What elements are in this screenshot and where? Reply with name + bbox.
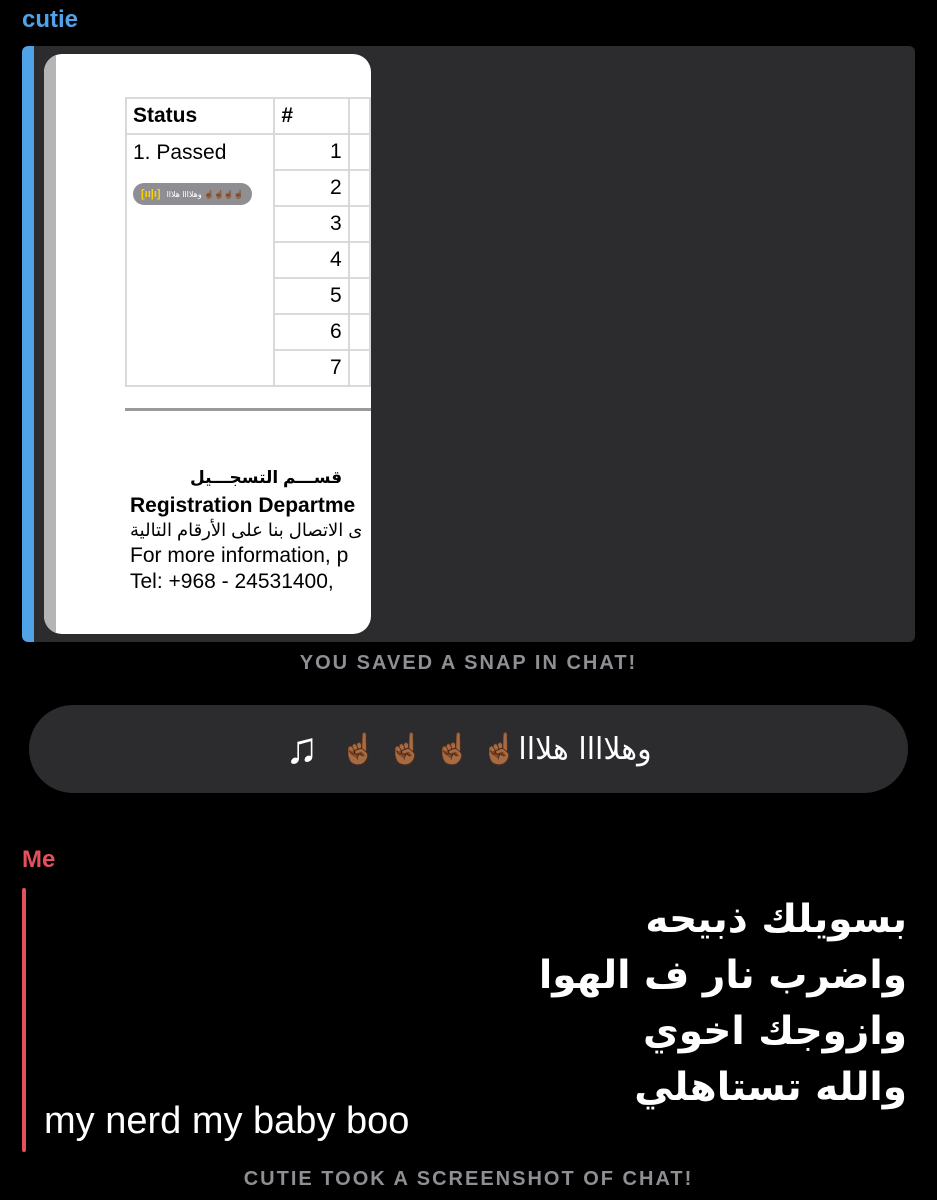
partner-accent-bar xyxy=(22,46,34,642)
status-cell xyxy=(126,134,274,386)
snap-thumbnail[interactable] xyxy=(44,54,371,634)
table-row: 4 xyxy=(274,242,348,278)
document-table xyxy=(125,97,371,387)
screenshot-notice: CUTIE TOOK A SCREENSHOT OF CHAT! xyxy=(243,1168,694,1190)
footer-arabic-line: ى الاتصال بنا على الأرقام التالية xyxy=(130,520,363,540)
sender-name-partner: cutie xyxy=(22,6,79,33)
voice-chip xyxy=(133,183,252,205)
self-accent-bar xyxy=(22,888,26,1152)
status-value: 1. Passed xyxy=(133,141,227,164)
table-row: 6 xyxy=(274,314,348,350)
saved-snap-message[interactable] xyxy=(22,46,915,642)
footer-arabic-title: قســـم التسجـــيل xyxy=(190,468,343,487)
footer-english-title: Registration Departme xyxy=(130,494,356,517)
table-row: 1 xyxy=(274,134,348,170)
table-header-number: # xyxy=(274,98,348,134)
table-row: 3 xyxy=(274,206,348,242)
message-line: واضرب نار ف الهوا xyxy=(538,953,907,998)
footer-english-line: For more information, p xyxy=(130,544,349,567)
message-arabic[interactable] xyxy=(107,892,907,1116)
audio-track-title: وهلاااا هلااا☝🏾 ☝🏾 ☝🏾 ☝🏾 xyxy=(340,731,652,767)
document-footer xyxy=(130,468,371,596)
snap-card-edge xyxy=(44,54,56,634)
audio-message-pill[interactable] xyxy=(29,705,908,793)
table-row: 5 xyxy=(274,278,348,314)
message-line: والله تستاهلي xyxy=(634,1065,907,1110)
sender-name-self: Me xyxy=(22,846,56,873)
message-line: بسويلك ذبيحه xyxy=(645,897,907,942)
saved-snap-notice: YOU SAVED A SNAP IN CHAT! xyxy=(299,652,638,674)
table-row: 7 xyxy=(274,350,348,386)
waveform-icon: [ıı|ı] xyxy=(141,188,161,200)
table-header-status: Status xyxy=(126,98,274,134)
table-header-cut xyxy=(349,98,370,134)
message-line: وازوجك اخوي xyxy=(643,1009,907,1054)
document-divider xyxy=(125,408,371,411)
message-english[interactable]: my nerd my baby boo xyxy=(44,1100,410,1142)
table-row: 2 xyxy=(274,170,348,206)
footer-tel-line: Tel: +968 - 24531400, xyxy=(130,570,334,593)
voice-chip-label: وهلاااا هلااا ☝🏾☝🏾☝🏾☝🏾 xyxy=(166,189,244,199)
music-note-icon: ♫ xyxy=(285,724,319,773)
